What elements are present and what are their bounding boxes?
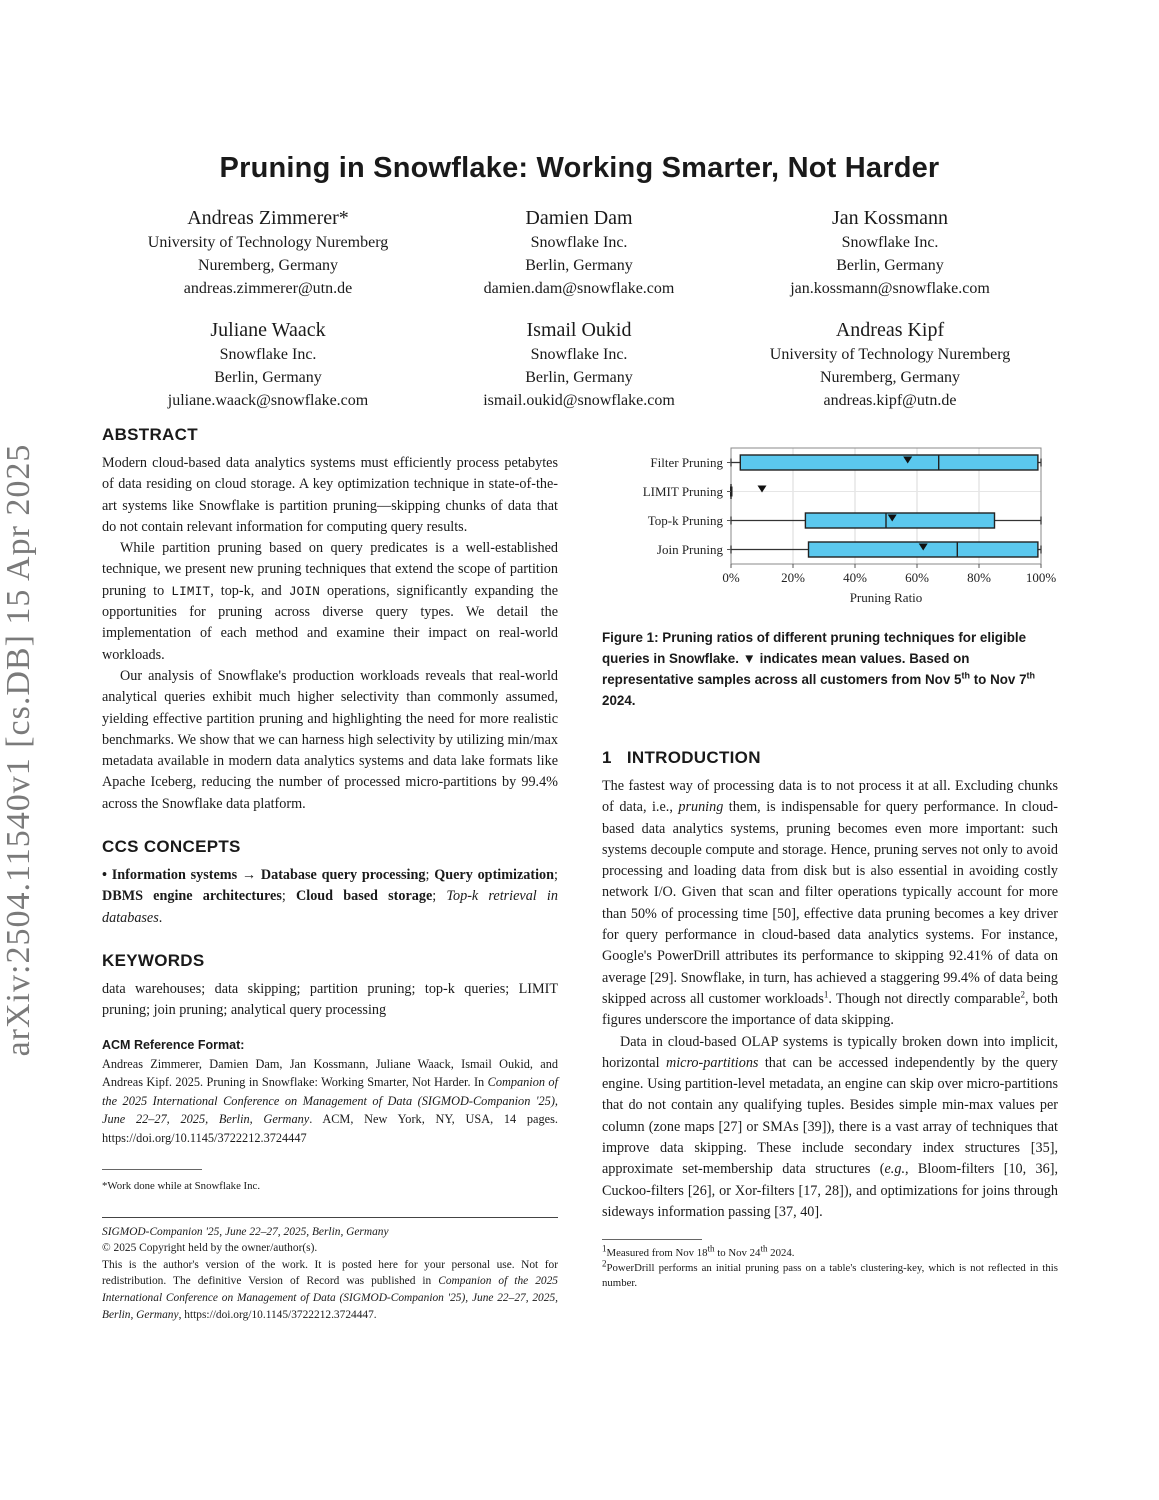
author-name: Juliane Waack	[210, 319, 326, 341]
x-tick-label: 60%	[905, 570, 929, 585]
acm-reference-text: Andreas Zimmerer, Damien Dam, Jan Kossmann, Juliane Waack, Ismail Oukid, and Andreas Kipf. 2025. Pruning in Snowflake: Working Smarter, Not Harder. In Companion of the 2025 International Conference on Management of Data (SIGMOD-Companion '25), June 22–27, 2025, Berlin, Germany. ACM, New York, NY, USA, 14 pages. https://doi.org/10.1145/3722212.3724447	[102, 1056, 558, 1145]
abstract-heading: ABSTRACT	[102, 425, 198, 444]
x-tick-label: 20%	[781, 570, 805, 585]
category-label: Filter Pruning	[650, 455, 723, 470]
intro-heading: 1 INTRODUCTION	[602, 748, 761, 767]
author-block	[414, 317, 744, 412]
author-name: Jan Kossmann	[831, 207, 949, 229]
author-block	[725, 317, 1055, 412]
intro-paragraph: Data in cloud-based OLAP systems is typically broken down into implicit, horizontal micro-partitions that can be accessed independently by the query engine. Using partition-level metadata, an engine can skip over micro-partitions that do not contain any qualifying tuples. Besides simple min-max values per column (zone maps [27] or SMAs [39]), there is a vast array of techniques that improve data skipping. These include secondary index structures [35], approximate set-membership data structures (e.g., Bloom-filters [10, 36], Cuckoo-filters [26], or Xor-filters [17, 28]), and optimizations for joins through sideways information passing [37, 40].	[602, 1033, 1058, 1220]
footnote-1: $^1$Measured from Nov 18th to Nov 24th 2024.	[602, 1243, 795, 1260]
author-affiliation: Snowflake Inc.	[530, 346, 628, 363]
left-column	[102, 425, 558, 1323]
author-affiliation: Snowflake Inc.	[841, 234, 939, 251]
author-affiliation: University of Technology Nuremberg	[769, 346, 1011, 363]
footnote-star: *Work done while at Snowflake Inc.	[102, 1180, 261, 1193]
acm-reference	[102, 1038, 558, 1148]
figure-caption: Figure 1: Pruning ratios of different pruning techniques for eligible queries in Snowflake. ▼ indicates mean values. Based on representative samples across all customers from Nov 5th to Nov 7th 2024.	[602, 630, 1036, 708]
author-email[interactable]: juliane.waack@snowflake.com	[167, 392, 369, 409]
abstract-paragraph: Our analysis of Snowflake's production workloads reveals that real-world analytical queries exhibit much higher selectivity than commonly assumed, yielding effective partition pruning and highlighting the need for more realistic benchmarks. We show that we can harness high selectivity by utilizing min/max metadata available in modern data analytics systems and data lake formats like Apache Iceberg, reducing the number of processed micro-partitions by 99.4% across the Snowflake data platform.	[102, 667, 558, 812]
ccs-heading: CCS CONCEPTS	[102, 837, 241, 857]
author-email[interactable]: damien.dam@snowflake.com	[483, 280, 675, 297]
author-name: Andreas Kipf	[835, 319, 945, 341]
author-email[interactable]: andreas.kipf@utn.de	[823, 392, 957, 409]
author-location: Nuremberg, Germany	[819, 369, 961, 386]
author-location: Berlin, Germany	[525, 257, 633, 274]
author-location: Nuremberg, Germany	[197, 257, 339, 274]
x-tick-label: 100%	[1025, 570, 1057, 585]
intro-paragraph: The fastest way of processing data is to not process it at all. Excluding chunks of data, i.e., pruning them, is indispensable for query performance. In cloud-based data analytics systems, pruning becomes even more important: such systems decouple compute and storage. Hence, pruning serves not only to avoid processing and loading data from disk but is also essential in avoiding costly network I/O. Given that scan and filter operations typically account for more than 50% of processing time [50], effective data pruning becomes a key driver for query performance in cloud-based data analytics systems. For instance, Google's PowerDrill attributes its performance to skipping 92.41% of data on average [29]. Snowflake, in turn, has achieved a staggering 99.4% of data being skipped across all customer workloads$^1$. Though not directly comparable$^2$, both figures underscore the importance of data skipping.	[602, 778, 1058, 1029]
author-email[interactable]: andreas.zimmerer@utn.de	[183, 280, 353, 297]
box-iqr	[740, 455, 1038, 470]
keywords-text: data warehouses; data skipping; partition pruning; top-k queries; LIMIT pruning; join pruning; analytical query processing	[102, 980, 558, 1019]
author-block	[103, 205, 433, 300]
ccs-concepts: • Information systems → Database query processing; Query optimization; DBMS engine architectures; Cloud based storage; Top-k retrieval in databases.	[102, 867, 558, 926]
author-location: Berlin, Germany	[214, 369, 322, 386]
footnote-rule	[602, 1239, 702, 1240]
abstract-paragraph: Modern cloud-based data analytics systems must efficiently process petabytes of data residing on cloud storage. A key optimization technique in state-of-the-art systems like Snowflake is partition pruning—skipping chunks of data that do not contain relevant information for computing query results.	[102, 455, 558, 535]
author-name: Ismail Oukid	[526, 319, 632, 341]
x-tick-label: 0%	[722, 570, 740, 585]
copyright-rights: © 2025 Copyright held by the owner/author(s).	[102, 1242, 318, 1255]
copyright-notice: This is the author's version of the work. It is posted here for your personal use. Not for redistribution. The definitive Version of Record was published in Companion of the 2025 International Conference on Management of Data (SIGMOD-Companion '25), June 22–27, 2025, Berlin, Germany, https://doi.org/10.1145/3722212.3724447.	[102, 1258, 558, 1321]
introduction-section	[602, 748, 1058, 1291]
author-email[interactable]: jan.kossmann@snowflake.com	[790, 280, 990, 297]
author-name: Damien Dam	[525, 207, 633, 229]
author-block	[103, 317, 433, 412]
category-label: Top-k Pruning	[647, 513, 723, 528]
paper-title: Pruning in Snowflake: Working Smarter, Not Harder	[219, 152, 940, 184]
author-location: Berlin, Germany	[836, 257, 944, 274]
abstract-paragraph: While partition pruning based on query predicates is a well-established technique, we present new pruning techniques that extend the scope of partition pruning to LIMIT, top-k, and JOIN operations, significantly expanding the opportunities for pruning across diverse query types. We detail the implementation of each method and examine their impact on real-world workloads.	[102, 540, 558, 663]
boxplot-chart	[596, 440, 1066, 610]
x-axis-label: Pruning Ratio	[849, 590, 923, 605]
arxiv-identifier: arXiv:2504.11540v1 [cs.DB] 15 Apr 2025	[0, 443, 37, 1057]
footnote-2: $^2$PowerDrill performs an initial pruning pass on a table's clustering-key, which is not reflected in this number.	[602, 1258, 1058, 1290]
x-tick-label: 80%	[967, 570, 991, 585]
author-affiliation: University of Technology Nuremberg	[147, 234, 389, 251]
author-email[interactable]: ismail.oukid@snowflake.com	[483, 392, 675, 409]
author-name: Andreas Zimmerer*	[187, 207, 349, 229]
author-affiliation: Snowflake Inc.	[530, 234, 628, 251]
acm-reference-heading: ACM Reference Format:	[102, 1037, 245, 1052]
category-label: LIMIT Pruning	[642, 484, 723, 499]
footnote-rule	[102, 1169, 202, 1170]
keywords-heading: KEYWORDS	[102, 950, 205, 970]
figure-1	[596, 440, 1066, 610]
copyright-venue: SIGMOD-Companion '25, June 22–27, 2025, Berlin, Germany	[102, 1225, 389, 1238]
author-block	[725, 205, 1055, 300]
category-label: Join Pruning	[656, 542, 723, 557]
author-block	[414, 205, 744, 300]
copyright-block	[102, 1224, 558, 1324]
copyright-rule	[102, 1217, 558, 1218]
box-iqr	[805, 513, 994, 528]
author-location: Berlin, Germany	[525, 369, 633, 386]
x-tick-label: 40%	[843, 570, 867, 585]
author-affiliation: Snowflake Inc.	[219, 346, 317, 363]
